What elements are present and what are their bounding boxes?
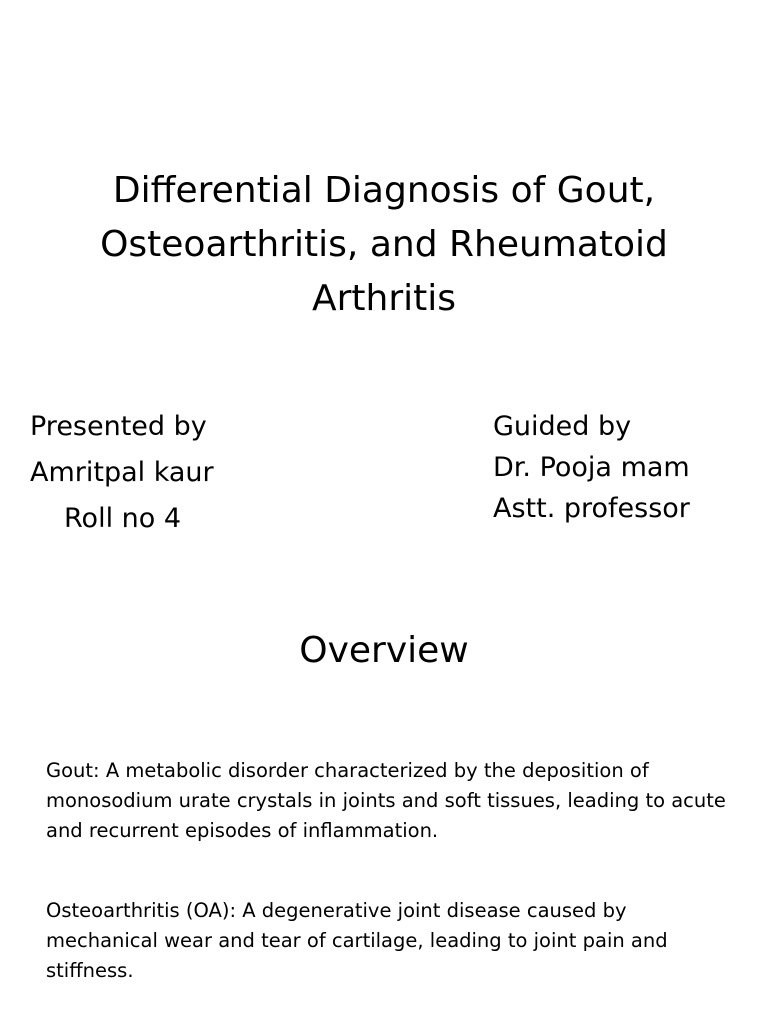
guide-designation: Astt. professor: [493, 493, 690, 524]
overview-heading: Overview: [299, 630, 469, 671]
slide-title: [40, 164, 728, 326]
overview-paragraph-gout: Gout: A metabolic disorder characterized by the deposition of monosodium urate crystals in joints and soft tissues, leading to acute and recurrent episodes of inflammation.: [46, 759, 726, 842]
presenter-name: Amritpal kaur: [30, 457, 214, 488]
title-line: Differential Diagnosis of Gout,: [112, 170, 656, 211]
guided-by-label: Guided by: [493, 411, 632, 442]
guide-block: [493, 406, 753, 529]
overview-paragraph-osteoarthritis: Osteoarthritis (OA): A degenerative joint disease caused by mechanical wear and tear of cartilage, leading to joint pain and stiffness.: [46, 899, 668, 982]
presenter-roll-number: Roll no 4: [64, 503, 182, 534]
presenter-block: [30, 404, 230, 542]
title-line: Arthritis: [311, 278, 457, 319]
guide-name: Dr. Pooja mam: [493, 452, 690, 483]
presented-by-label: Presented by: [30, 411, 207, 442]
title-line: Osteoarthritis, and Rheumatoid: [100, 224, 668, 265]
